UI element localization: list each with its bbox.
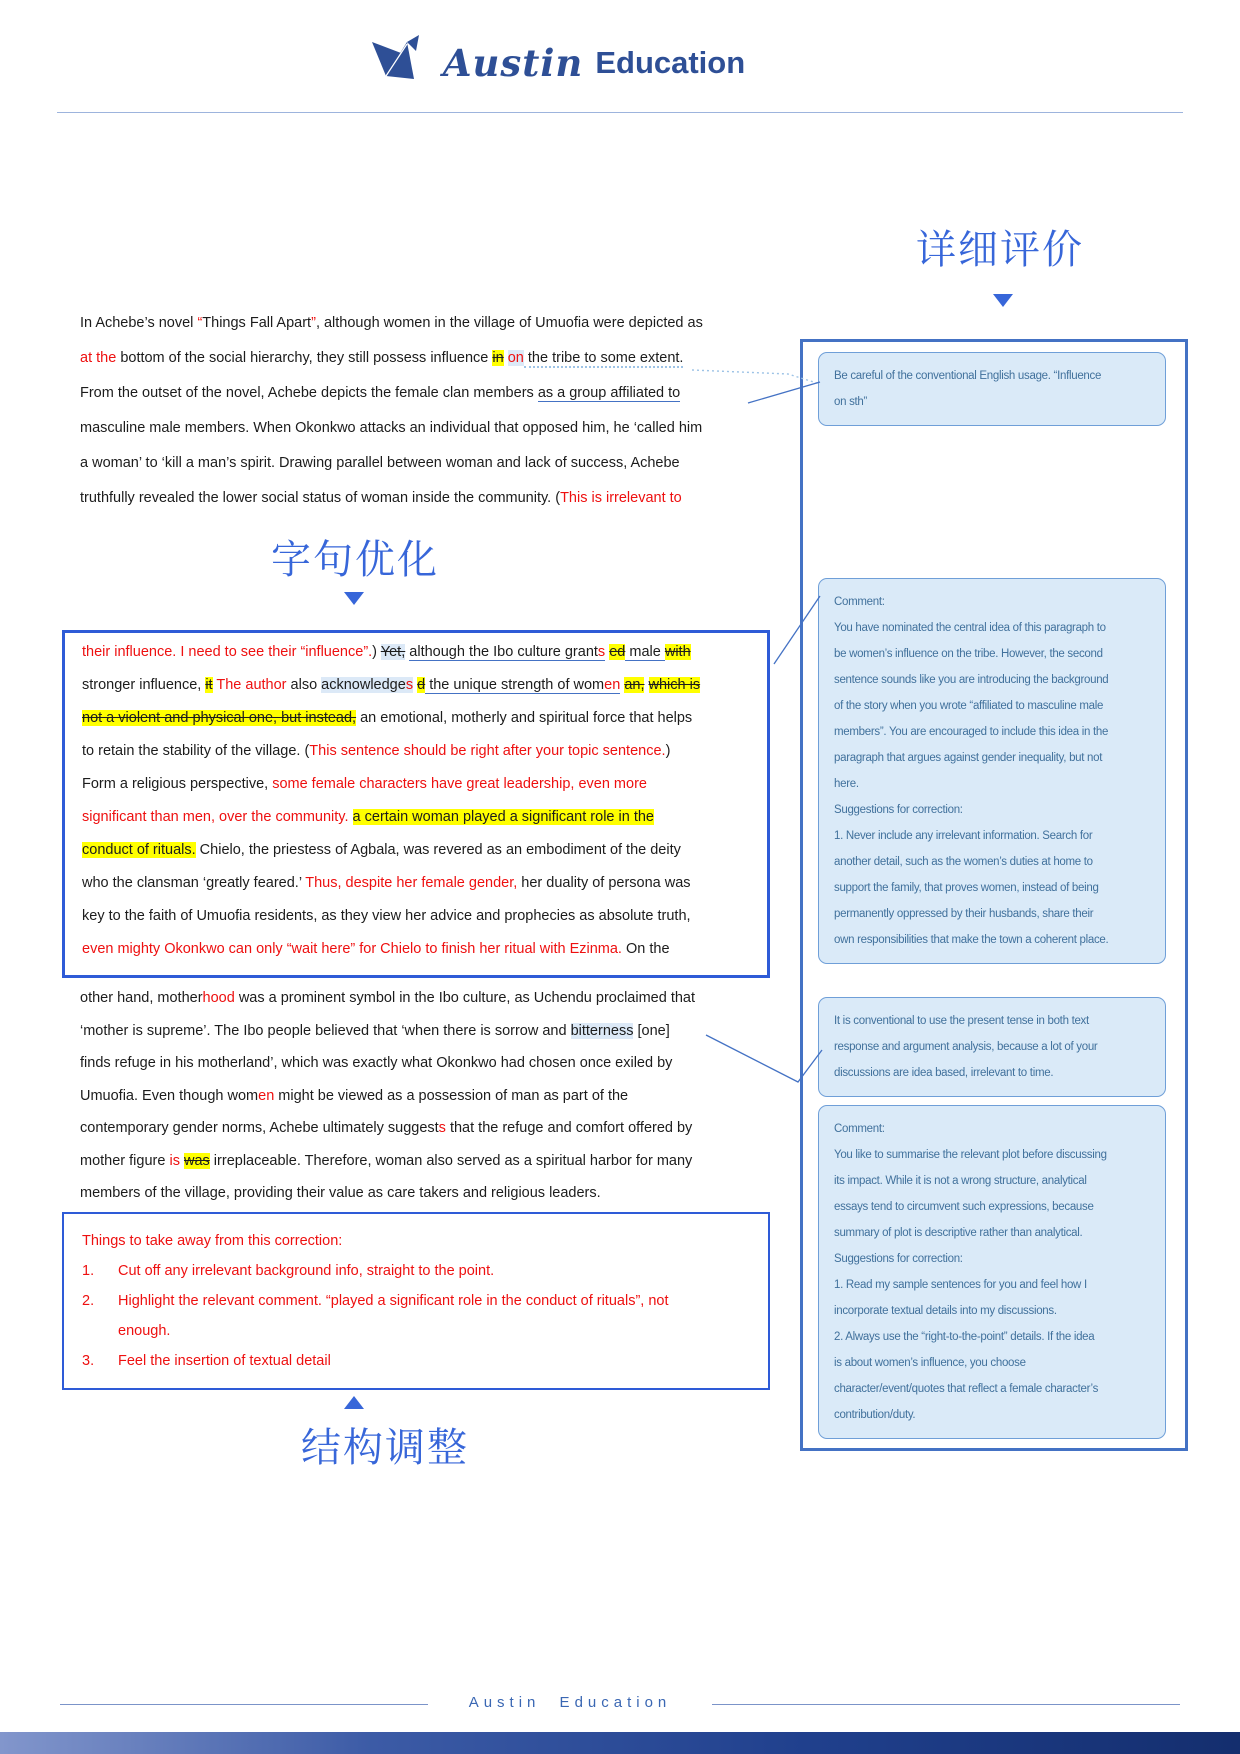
triangle-down-icon [993, 294, 1013, 307]
brand-name-script: Austin [442, 40, 584, 85]
essay-paragraph-1: In Achebe’s novel “Things Fall Apart”, although women in the village of Umuofia were depicted as at the bottom of the social hierarchy, they still possess influence in on the tribe to some extent. From the outset of the novel, Achebe depicts the female clan members as a group affiliated to masculine male members. When Okonkwo attacks an individual that opposed him, he ‘called him a woman’ to ‘kill a man’s spirit. Drawing parallel between woman and lack of success, Achebe truthfully revealed the lower social status of woman inside the community. (This is irrelevant to [80, 315, 703, 506]
footer-divider-left [60, 1704, 428, 1705]
essay-paragraph-2: their influence. I need to see their “influence”.) Yet, although the Ibo culture grants ed male with stronger influence, it The author also acknowledges d the unique strength of women an, which is not a violent and physical one, but instead, an emotional, motherly and spiritual force that helps to retain the stability of the village. (This sentence should be right after your topic sentence.) Form a religious perspective, some female characters have great leadership, even more significant than men, over the community. a certain woman played a significant role in the conduct of rituals. Chielo, the priestess of Agbala, was revered as an embodiment of the deity who the clansman ‘greatly feared.’ Thus, despite her female gender, her duality of persona was key to the faith of Umuofia residents, as they view her advice and prophecies as absolute truth, even mighty Okonkwo can only “wait here” for Chielo to finish her ritual with Ezinma. On the [82, 644, 701, 957]
comment-box-usage: Be careful of the conventional English usage. “Influence on sth” [818, 352, 1166, 426]
comment-box-tense: It is conventional to use the present tense in both text response and argument analysis, because a lot of your discussions are idea based, irrelevant to time. [818, 997, 1166, 1097]
comment-box-central-idea: Comment: You have nominated the central idea of this paragraph to be women’s influence on the tribe. However, the second sentence sounds like you are introducing the background of the story when you wrote “affiliated to masculine male members”. You are encouraged to include this idea in the paragraph that argues against gender inequality, but not here. Suggestions for correction: 1. Never include any irrelevant information. Search for another detail, such as the women’s duties at home to support the family, that proves women, instead of being permanently oppressed by their husbands, share their own responsibilities that make the town a coherent place. [818, 578, 1166, 964]
footer-divider-right [712, 1704, 1180, 1705]
footer-bar [0, 1732, 1240, 1754]
heading-detailed-review: 详细评价 [916, 228, 1084, 272]
brand-name-rest: Education [595, 44, 746, 80]
takeaway-box: Things to take away from this correction: 1. Cut off any irrelevant background info, straight to the point. 2. Highlight the relevant comment. “played a significant role in the conduct of rituals”, not enough. 3. Feel the insertion of textual detail [62, 1212, 770, 1390]
top-divider [57, 112, 1183, 113]
essay-paragraph-3: other hand, motherhood was a prominent symbol in the Ibo culture, as Uchendu proclaimed that ‘mother is supreme’. The Ibo people believed that ‘when there is sorrow and bitterness [one] finds refuge in his motherland’, which was exactly what Okonkwo had chosen once exiled by Umuofia. Even though women might be viewed as a possession of man as part of the contemporary gender norms, Achebe ultimately suggests that the refuge and comfort offered by mother figure is was irreplaceable. Therefore, woman also served as a spiritual harbor for many members of the village, providing their value as care takers and religious leaders. [80, 990, 696, 1201]
heading-wording-optimization: 字句优化 [271, 538, 439, 582]
heading-structure-adjustment: 结构调整 [301, 1426, 469, 1470]
triangle-down-icon [344, 592, 364, 605]
brand-logo [0, 34, 1240, 91]
comment-box-plot-summary: Comment: You like to summarise the relevant plot before discussing its impact. While it is not a wrong structure, analytical essays tend to circumvent such expressions, because summary of plot is descriptive rather than analytical. Suggestions for correction: 1. Read my sample sentences for you and feel how I incorporate textual details into my discussions. 2. Always use the “right-to-the-point” details. If the idea is about women’s influence, you choose character/event/quotes that reflect a female character’s contribution/duty. [818, 1105, 1166, 1439]
origami-bird-icon [371, 34, 431, 91]
footer-brand: Austin Education [468, 1694, 672, 1711]
triangle-up-icon [344, 1396, 364, 1409]
